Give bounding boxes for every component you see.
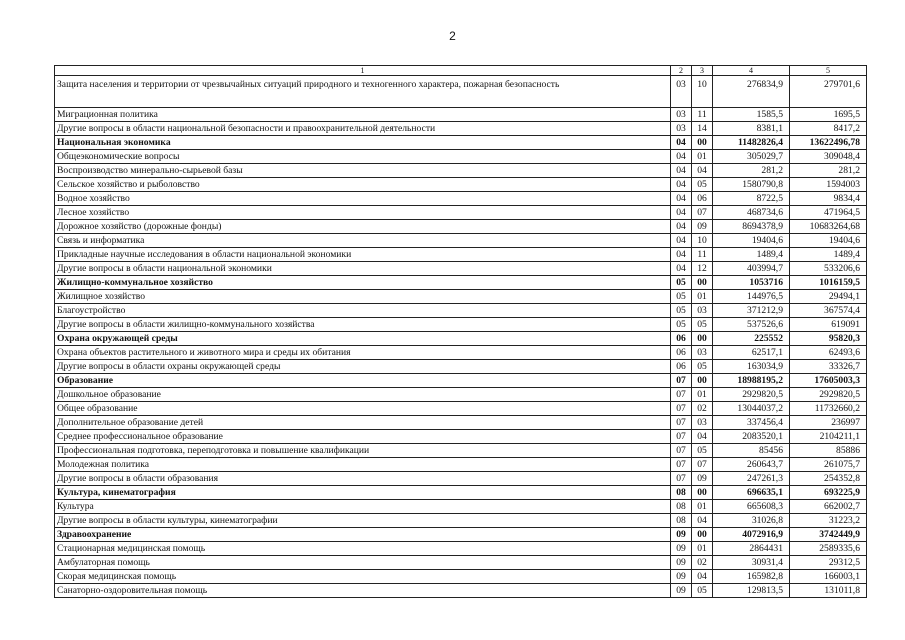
row-name-cell: Другие вопросы в области образования: [55, 472, 671, 486]
row-section-code: 03: [671, 122, 692, 136]
row-value-1: 665608,3: [713, 500, 790, 514]
table-row: [55, 136, 867, 150]
row-value-1: 1580790,8: [713, 178, 790, 192]
table-row: [55, 248, 867, 262]
row-section-code: 07: [671, 416, 692, 430]
row-subsection-code: 05: [692, 178, 713, 192]
row-subsection-code: 03: [692, 346, 713, 360]
row-value-2: 261075,7: [790, 458, 867, 472]
row-subsection-code: 11: [692, 108, 713, 122]
row-value-1: 1053716: [713, 276, 790, 290]
row-value-1: 144976,5: [713, 290, 790, 304]
row-subsection-code: 04: [692, 570, 713, 584]
table-row: [55, 318, 867, 332]
row-subsection-code: 05: [692, 360, 713, 374]
row-subsection-code: 07: [692, 458, 713, 472]
row-value-1: 225552: [713, 332, 790, 346]
table-row: [55, 584, 867, 598]
row-name-cell: Амбулаторная помощь: [55, 556, 671, 570]
row-value-1: 19404,6: [713, 234, 790, 248]
table-row: [55, 150, 867, 164]
row-value-1: 2083520,1: [713, 430, 790, 444]
row-section-code: 03: [671, 108, 692, 122]
row-value-2: 367574,4: [790, 304, 867, 318]
row-value-1: 260643,7: [713, 458, 790, 472]
row-name-cell: Дополнительное образование детей: [55, 416, 671, 430]
row-subsection-code: 00: [692, 136, 713, 150]
row-name-cell: Охрана окружающей среды: [55, 332, 671, 346]
row-value-1: 537526,6: [713, 318, 790, 332]
row-value-2: 17605003,3: [790, 374, 867, 388]
row-section-code: 03: [671, 76, 692, 108]
row-value-1: 337456,4: [713, 416, 790, 430]
row-name-cell: Стационарная медицинская помощь: [55, 542, 671, 556]
row-value-1: 2929820,5: [713, 388, 790, 402]
row-subsection-code: 12: [692, 262, 713, 276]
row-subsection-code: 01: [692, 388, 713, 402]
row-subsection-code: 00: [692, 528, 713, 542]
row-value-1: 468734,6: [713, 206, 790, 220]
row-subsection-code: 00: [692, 486, 713, 500]
row-subsection-code: 00: [692, 332, 713, 346]
row-value-2: 8417,2: [790, 122, 867, 136]
row-name-cell: Другие вопросы в области национальной экономики: [55, 262, 671, 276]
row-value-2: 3742449,9: [790, 528, 867, 542]
table-row: [55, 444, 867, 458]
row-value-2: 1594003: [790, 178, 867, 192]
row-value-1: 403994,7: [713, 262, 790, 276]
row-value-1: 1489,4: [713, 248, 790, 262]
row-value-2: 693225,9: [790, 486, 867, 500]
table-row: [55, 346, 867, 360]
row-value-2: 471964,5: [790, 206, 867, 220]
row-value-1: 85456: [713, 444, 790, 458]
row-section-code: 07: [671, 472, 692, 486]
row-name-cell: Молодежная политика: [55, 458, 671, 472]
table-row: [55, 276, 867, 290]
table-row: [55, 472, 867, 486]
row-section-code: 06: [671, 360, 692, 374]
row-section-code: 05: [671, 318, 692, 332]
row-value-1: 11482826,4: [713, 136, 790, 150]
table-row: [55, 122, 867, 136]
table-row: [55, 458, 867, 472]
row-value-1: 31026,8: [713, 514, 790, 528]
row-value-2: 33326,7: [790, 360, 867, 374]
row-section-code: 09: [671, 584, 692, 598]
row-value-2: 13622496,78: [790, 136, 867, 150]
row-subsection-code: 07: [692, 206, 713, 220]
row-name-cell: Дошкольное образование: [55, 388, 671, 402]
row-name-cell: Общеэкономические вопросы: [55, 150, 671, 164]
row-name-cell: Здравоохранение: [55, 528, 671, 542]
row-subsection-code: 06: [692, 192, 713, 206]
row-subsection-code: 01: [692, 290, 713, 304]
row-name-cell: Связь и информатика: [55, 234, 671, 248]
row-value-2: 85886: [790, 444, 867, 458]
row-value-2: 281,2: [790, 164, 867, 178]
table-header-row: [55, 66, 867, 76]
row-section-code: 04: [671, 220, 692, 234]
row-value-1: 2864431: [713, 542, 790, 556]
row-section-code: 05: [671, 276, 692, 290]
header-cell-name: 1: [55, 66, 671, 76]
row-subsection-code: 05: [692, 444, 713, 458]
row-name-cell: Культура, кинематография: [55, 486, 671, 500]
row-subsection-code: 01: [692, 150, 713, 164]
row-value-2: 2929820,5: [790, 388, 867, 402]
row-value-2: 31223,2: [790, 514, 867, 528]
row-value-1: 8381,1: [713, 122, 790, 136]
row-value-2: 95820,3: [790, 332, 867, 346]
row-section-code: 09: [671, 556, 692, 570]
row-subsection-code: 00: [692, 374, 713, 388]
row-section-code: 04: [671, 206, 692, 220]
table-row: [55, 192, 867, 206]
row-value-1: 18988195,2: [713, 374, 790, 388]
row-name-cell: Благоустройство: [55, 304, 671, 318]
row-value-2: 662002,7: [790, 500, 867, 514]
row-section-code: 04: [671, 262, 692, 276]
row-subsection-code: 05: [692, 584, 713, 598]
row-name-cell: Охрана объектов растительного и животного мира и среды их обитания: [55, 346, 671, 360]
row-value-2: 619091: [790, 318, 867, 332]
row-subsection-code: 05: [692, 318, 713, 332]
table-row: [55, 542, 867, 556]
row-name-cell: Водное хозяйство: [55, 192, 671, 206]
row-value-1: 62517,1: [713, 346, 790, 360]
table-row: [55, 374, 867, 388]
row-section-code: 04: [671, 248, 692, 262]
table-row: [55, 234, 867, 248]
row-name-cell: Сельское хозяйство и рыболовство: [55, 178, 671, 192]
row-name-cell: Среднее профессиональное образование: [55, 430, 671, 444]
table-row: [55, 206, 867, 220]
row-section-code: 06: [671, 346, 692, 360]
row-value-1: 247261,3: [713, 472, 790, 486]
row-value-2: 29312,5: [790, 556, 867, 570]
row-subsection-code: 04: [692, 164, 713, 178]
row-subsection-code: 01: [692, 542, 713, 556]
row-name-cell: Общее образование: [55, 402, 671, 416]
table-row: [55, 332, 867, 346]
row-section-code: 07: [671, 458, 692, 472]
row-value-1: 276834,9: [713, 76, 790, 108]
row-value-1: 13044037,2: [713, 402, 790, 416]
header-cell-subsection: 3: [692, 66, 713, 76]
table-row: [55, 500, 867, 514]
table-row: [55, 402, 867, 416]
row-value-1: 163034,9: [713, 360, 790, 374]
row-value-2: 1489,4: [790, 248, 867, 262]
row-value-2: 236997: [790, 416, 867, 430]
row-name-cell: Другие вопросы в области национальной безопасности и правоохранительной деятельности: [55, 122, 671, 136]
row-subsection-code: 03: [692, 416, 713, 430]
row-subsection-code: 00: [692, 276, 713, 290]
row-value-2: 166003,1: [790, 570, 867, 584]
row-value-2: 2589335,6: [790, 542, 867, 556]
row-value-1: 305029,7: [713, 150, 790, 164]
table-row: [55, 262, 867, 276]
row-section-code: 09: [671, 570, 692, 584]
table-row: [55, 178, 867, 192]
row-section-code: 07: [671, 388, 692, 402]
table-row: [55, 514, 867, 528]
row-name-cell: Скорая медицинская помощь: [55, 570, 671, 584]
row-section-code: 07: [671, 430, 692, 444]
table-row: [55, 304, 867, 318]
row-section-code: 09: [671, 528, 692, 542]
row-value-2: 62493,6: [790, 346, 867, 360]
table-row: [55, 430, 867, 444]
row-section-code: 07: [671, 402, 692, 416]
table-row: [55, 388, 867, 402]
row-value-1: 4072916,9: [713, 528, 790, 542]
row-value-2: 1016159,5: [790, 276, 867, 290]
row-section-code: 04: [671, 150, 692, 164]
page-number: 2: [449, 29, 456, 43]
table-row: [55, 164, 867, 178]
row-section-code: 04: [671, 234, 692, 248]
row-value-1: 8694378,9: [713, 220, 790, 234]
row-value-2: 309048,4: [790, 150, 867, 164]
row-section-code: 04: [671, 164, 692, 178]
row-name-cell: Национальная экономика: [55, 136, 671, 150]
row-value-2: 131011,8: [790, 584, 867, 598]
row-subsection-code: 01: [692, 500, 713, 514]
table-row: [55, 290, 867, 304]
row-value-2: 279701,6: [790, 76, 867, 108]
row-subsection-code: 14: [692, 122, 713, 136]
row-value-2: 10683264,68: [790, 220, 867, 234]
row-value-1: 281,2: [713, 164, 790, 178]
row-section-code: 05: [671, 290, 692, 304]
row-section-code: 08: [671, 500, 692, 514]
row-subsection-code: 09: [692, 472, 713, 486]
row-value-2: 29494,1: [790, 290, 867, 304]
row-name-cell: Жилищное хозяйство: [55, 290, 671, 304]
row-value-2: 1695,5: [790, 108, 867, 122]
row-value-1: 165982,8: [713, 570, 790, 584]
row-subsection-code: 02: [692, 556, 713, 570]
row-section-code: 05: [671, 304, 692, 318]
row-name-cell: Жилищно-коммунальное хозяйство: [55, 276, 671, 290]
row-section-code: 08: [671, 514, 692, 528]
row-section-code: 07: [671, 444, 692, 458]
row-subsection-code: 10: [692, 76, 713, 108]
row-name-cell: Образование: [55, 374, 671, 388]
row-name-cell: Санаторно-оздоровительная помощь: [55, 584, 671, 598]
row-value-1: 696635,1: [713, 486, 790, 500]
row-subsection-code: 10: [692, 234, 713, 248]
row-value-2: 533206,6: [790, 262, 867, 276]
row-value-1: 129813,5: [713, 584, 790, 598]
row-section-code: 04: [671, 192, 692, 206]
table-row: [55, 108, 867, 122]
row-value-2: 9834,4: [790, 192, 867, 206]
row-name-cell: Дорожное хозяйство (дорожные фонды): [55, 220, 671, 234]
table-row: [55, 570, 867, 584]
table-row: [55, 528, 867, 542]
row-value-2: 11732660,2: [790, 402, 867, 416]
row-value-2: 2104211,1: [790, 430, 867, 444]
budget-table: [54, 65, 867, 598]
row-name-cell: Миграционная политика: [55, 108, 671, 122]
row-subsection-code: 03: [692, 304, 713, 318]
row-value-1: 30931,4: [713, 556, 790, 570]
header-cell-value-1: 4: [713, 66, 790, 76]
row-value-1: 8722,5: [713, 192, 790, 206]
row-section-code: 04: [671, 178, 692, 192]
row-value-2: 254352,8: [790, 472, 867, 486]
row-section-code: 07: [671, 374, 692, 388]
table-row: [55, 76, 867, 108]
table-row: [55, 220, 867, 234]
row-name-cell: Лесное хозяйство: [55, 206, 671, 220]
row-section-code: 04: [671, 136, 692, 150]
row-subsection-code: 04: [692, 430, 713, 444]
row-name-cell: Другие вопросы в области культуры, кинематографии: [55, 514, 671, 528]
row-value-2: 19404,6: [790, 234, 867, 248]
row-section-code: 08: [671, 486, 692, 500]
row-name-cell: Культура: [55, 500, 671, 514]
table-row: [55, 556, 867, 570]
row-name-cell: Прикладные научные исследования в области национальной экономики: [55, 248, 671, 262]
row-name-cell: Защита населения и территории от чрезвычайных ситуаций природного и техногенного характера, пожарная безопасность: [55, 76, 671, 108]
header-cell-section: 2: [671, 66, 692, 76]
row-subsection-code: 09: [692, 220, 713, 234]
row-name-cell: Профессиональная подготовка, переподготовка и повышение квалификации: [55, 444, 671, 458]
table-row: [55, 486, 867, 500]
row-value-1: 371212,9: [713, 304, 790, 318]
table-row: [55, 360, 867, 374]
header-cell-value-2: 5: [790, 66, 867, 76]
row-subsection-code: 02: [692, 402, 713, 416]
row-section-code: 06: [671, 332, 692, 346]
row-value-1: 1585,5: [713, 108, 790, 122]
table-row: [55, 416, 867, 430]
row-name-cell: Воспроизводство минерально-сырьевой базы: [55, 164, 671, 178]
row-subsection-code: 11: [692, 248, 713, 262]
row-section-code: 09: [671, 542, 692, 556]
row-name-cell: Другие вопросы в области охраны окружающей среды: [55, 360, 671, 374]
row-subsection-code: 04: [692, 514, 713, 528]
row-name-cell: Другие вопросы в области жилищно-коммунального хозяйства: [55, 318, 671, 332]
